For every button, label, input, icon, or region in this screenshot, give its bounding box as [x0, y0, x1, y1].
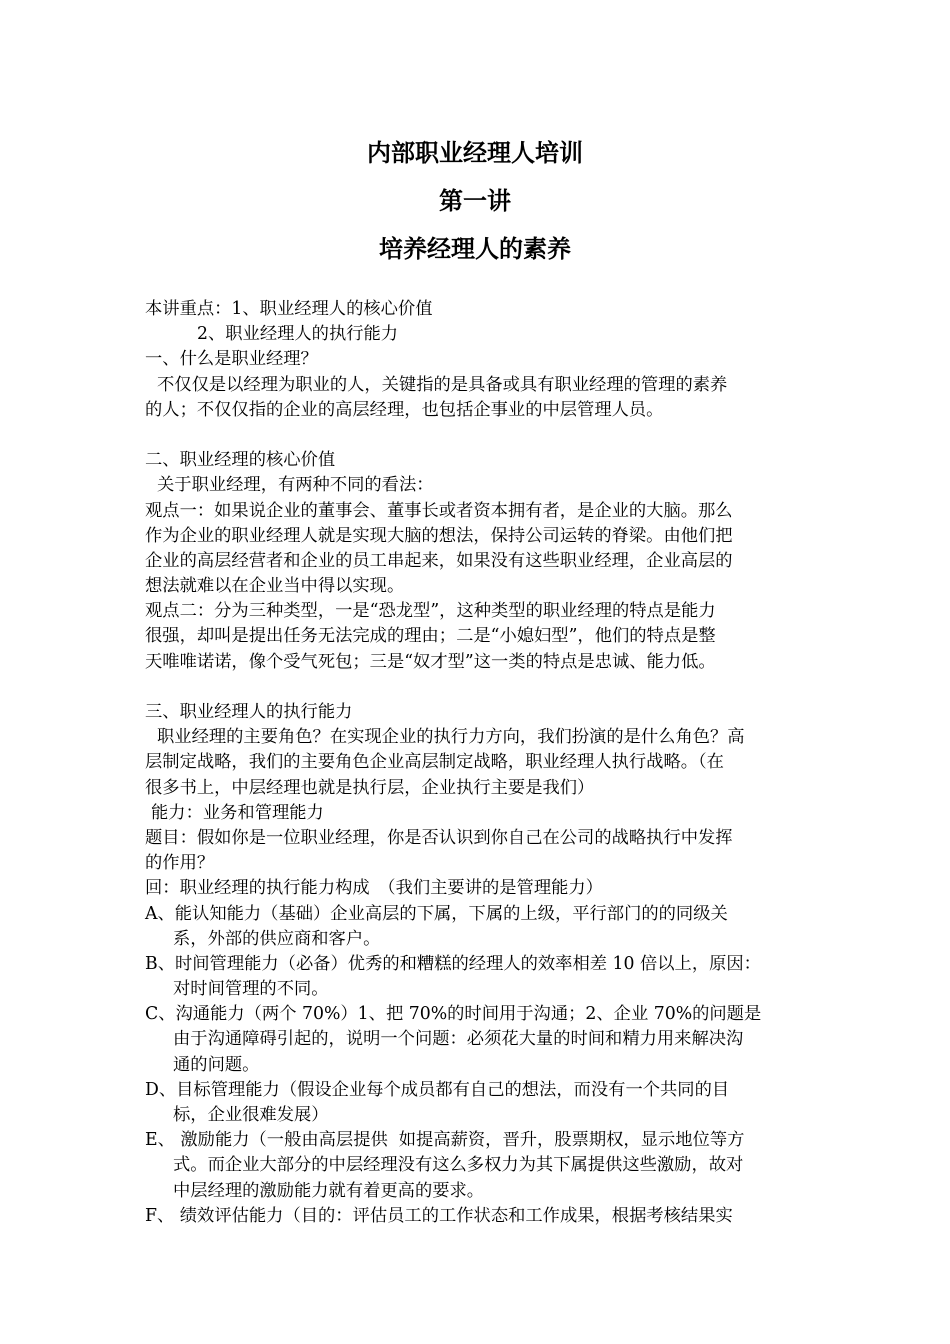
lecture-number: 第一讲 — [439, 187, 511, 215]
section-1-heading: 一、什么是职业经理？ — [145, 349, 318, 370]
section-2-heading: 二、职业经理的核心价值 — [145, 450, 336, 471]
list-item-label: F、 — [145, 1205, 175, 1226]
blank-line — [145, 423, 817, 448]
list-item — [145, 1204, 817, 1229]
paragraph-line: 天唯唯诺诺，像个受气死包；三是“奴才型”这一类的特点是忠诚、能力低。 — [145, 651, 716, 672]
paragraph-line: 题目：假如你是一位职业经理，你是否认识到你自己在公司的战略执行中发挥 — [145, 827, 733, 848]
blank-line — [145, 675, 817, 700]
document-body — [145, 297, 817, 1229]
paragraph-line: 职业经理的主要角色？在实现企业的执行力方向，我们扮演的是什么角色？高 — [157, 727, 745, 748]
list-item — [145, 1078, 817, 1128]
list-item-text: 能认知能力（基础）企业高层的下属，下属的上级，平行部门的的同级关 — [174, 903, 728, 924]
focus-line-1: 本讲重点：1、职业经理人的核心价值 — [145, 299, 433, 319]
focus-line-2: 2、职业经理人的执行能力 — [197, 324, 399, 345]
list-item-label: B、 — [145, 953, 175, 974]
document-title: 内部职业经理人培训 — [367, 139, 583, 167]
list-item — [145, 902, 817, 952]
title-block — [0, 133, 950, 277]
list-item-text: 沟通能力（两个 70%）1、把 70%的时间用于沟通；2、企业 70%的问题是 — [175, 1004, 762, 1025]
list-item-text: 系，外部的供应商和客户。 — [173, 928, 381, 949]
paragraph-line: 很多书上，中层经理也就是执行层，企业执行主要是我们） — [145, 777, 595, 798]
paragraph-line: 回：职业经理的执行能力构成 （我们主要讲的是管理能力） — [145, 878, 603, 899]
list-item — [145, 1128, 817, 1204]
paragraph-line: 观点一：如果说企业的董事会、董事长或者资本拥有者，是企业的大脑。那么 — [145, 500, 733, 521]
list-item — [145, 1002, 817, 1078]
list-item-label: C、 — [145, 1004, 176, 1025]
paragraph-line: 不仅仅是以经理为职业的人，关键指的是具备或具有职业经理的管理的素养 — [157, 374, 728, 395]
list-item-text: 式。而企业大部分的中层经理没有这么多权力为其下属提供这些激励，故对 — [173, 1155, 744, 1176]
paragraph-line: 的人；不仅仅指的企业的高层经理，也包括企事业的中层管理人员。 — [145, 399, 664, 420]
list-item-text: 标，企业很难发展） — [173, 1105, 329, 1125]
paragraph-line: 层制定战略，我们的主要角色企业高层制定战略，职业经理人执行战略。（在 — [145, 752, 724, 773]
list-item-text: 时间管理能力（必备）优秀的和糟糕的经理人的效率相差 10 倍以上，原因： — [174, 953, 761, 974]
paragraph-line: 能力：业务和管理能力 — [151, 802, 324, 823]
paragraph-line: 想法就难以在企业当中得以实现。 — [145, 576, 405, 597]
paragraph-line: 的作用？ — [145, 853, 215, 874]
list-item-label: A、 — [145, 903, 175, 924]
list-item-text: 激励能力（一般由高层提供 如提高薪资，晋升，股票期权，显示地位等方 — [174, 1130, 745, 1151]
list-item-label: E、 — [145, 1130, 175, 1151]
list-item-text: 绩效评估能力（目的：评估员工的工作状态和工作成果，根据考核结果实 — [174, 1205, 733, 1226]
section-3-heading: 三、职业经理人的执行能力 — [145, 702, 353, 722]
list-item-text: 由于沟通障碍引起的，说明一个问题：必须花大量的时间和精力用来解决沟 — [173, 1029, 744, 1050]
paragraph-line: 关于职业经理，有两种不同的看法： — [157, 475, 434, 496]
list-item-label: D、 — [145, 1079, 177, 1100]
list-item-text: 对时间管理的不同。 — [173, 979, 329, 1000]
list-item-text: 通的问题。 — [173, 1054, 260, 1075]
list-item — [145, 952, 817, 1002]
list-item-text: 目标管理能力（假设企业每个成员都有自己的想法，而没有一个共同的目 — [176, 1079, 730, 1100]
paragraph-line: 作为企业的职业经理人就是实现大脑的想法，保持公司运转的脊梁。由他们把 — [145, 525, 733, 546]
lecture-topic: 培养经理人的素养 — [379, 235, 571, 263]
paragraph-line: 企业的高层经营者和企业的员工串起来，如果没有这些职业经理，企业高层的 — [145, 550, 733, 571]
paragraph-line: 观点二：分为三种类型，一是“恐龙型”，这种类型的职业经理的特点是能力 — [145, 601, 716, 622]
paragraph-line: 很强，却叫是提出任务无法完成的理由；二是“小媳妇型”，他们的特点是整 — [145, 626, 716, 647]
list-item-text: 中层经理的激励能力就有着更高的要求。 — [173, 1180, 485, 1201]
